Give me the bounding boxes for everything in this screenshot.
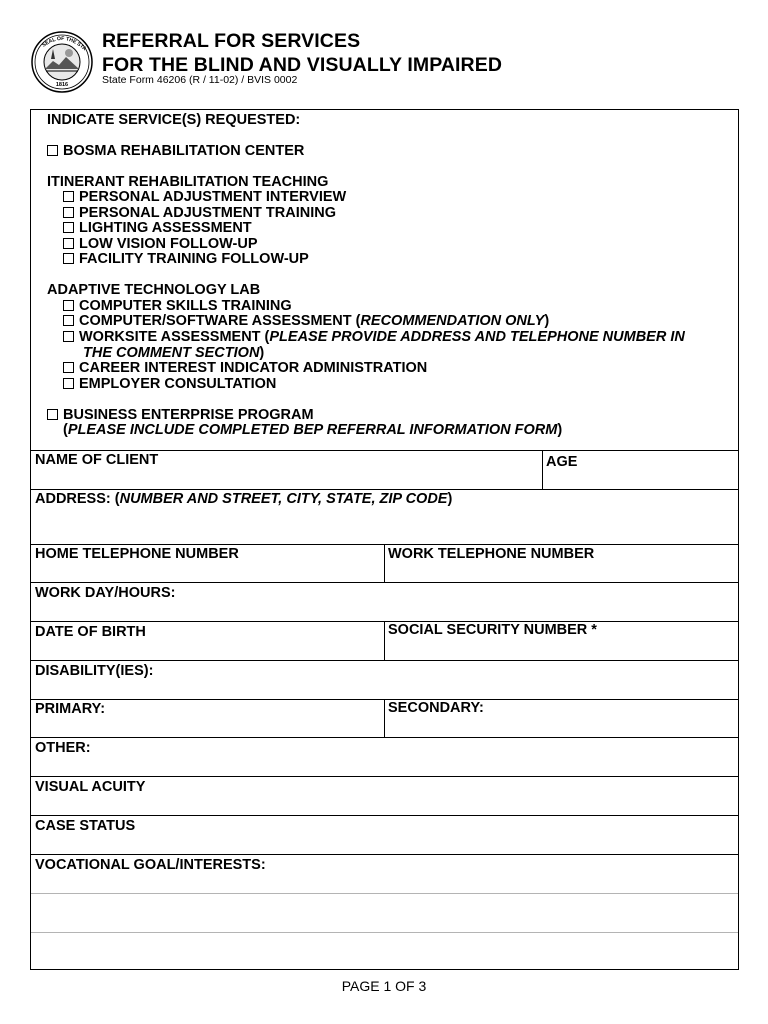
lighting-assessment-option[interactable]	[63, 220, 252, 236]
facility-training-follow-up-option[interactable]	[63, 251, 309, 267]
case-status-field[interactable]: CASE STATUS	[35, 818, 136, 834]
form-number: State Form 46206 (R / 11-02) / BVIS 0002	[102, 74, 298, 86]
title-line-2: FOR THE BLIND AND VISUALLY IMPAIRED	[102, 54, 503, 76]
checkbox[interactable]	[63, 362, 74, 373]
visual-acuity-field[interactable]: VISUAL ACUITY	[35, 779, 146, 795]
option-label: FACILITY TRAINING FOLLOW-UP	[79, 251, 309, 267]
title-line-1: REFERRAL FOR SERVICES	[102, 30, 361, 52]
home-telephone-field[interactable]: HOME TELEPHONE NUMBER	[35, 546, 239, 562]
employer-consultation-option[interactable]	[63, 376, 276, 392]
business-note	[63, 422, 562, 438]
vocational-goal-line-2[interactable]	[31, 894, 738, 931]
work-telephone-field[interactable]: WORK TELEPHONE NUMBER	[388, 546, 595, 562]
option-note: PLEASE PROVIDE ADDRESS AND TELEPHONE NUMBER IN	[269, 329, 685, 345]
checkbox[interactable]	[63, 300, 74, 311]
worksite-assessment-option[interactable]	[63, 329, 685, 345]
checkbox[interactable]	[63, 222, 74, 233]
referral-form	[30, 109, 739, 970]
computer-skills-training-option[interactable]	[63, 298, 292, 314]
option-label: EMPLOYER CONSULTATION	[79, 376, 277, 392]
secondary-disability-field[interactable]: SECONDARY:	[388, 700, 484, 716]
option-close: )	[544, 313, 550, 329]
checkbox[interactable]	[63, 238, 74, 249]
bosma-option[interactable]	[47, 143, 304, 159]
disabilities-field[interactable]: DISABILITY(IES):	[35, 663, 154, 679]
seal-text: SEAL OF THE STA	[41, 35, 87, 52]
personal-adjustment-training-option[interactable]	[63, 205, 336, 221]
note-open: (	[63, 422, 68, 438]
low-vision-follow-up-option[interactable]	[63, 236, 258, 252]
worksite-note-continuation	[83, 345, 264, 361]
option-label: PERSONAL ADJUSTMENT TRAINING	[79, 205, 336, 221]
option-label: COMPUTER/SOFTWARE ASSESSMENT (	[79, 313, 361, 329]
personal-adjustment-interview-option[interactable]	[63, 189, 346, 205]
address-label: ADDRESS: (	[35, 491, 120, 507]
work-day-hours-field[interactable]: WORK DAY/HOURS:	[35, 585, 176, 601]
checkbox[interactable]	[63, 331, 74, 342]
option-note: THE COMMENT SECTION	[83, 345, 260, 361]
address-close: )	[447, 491, 453, 507]
option-label: COMPUTER SKILLS TRAINING	[79, 298, 292, 314]
vocational-goal-field[interactable]: VOCATIONAL GOAL/INTERESTS:	[35, 857, 266, 873]
option-label: CAREER INTEREST INDICATOR ADMINISTRATION	[79, 360, 428, 376]
option-close: )	[259, 345, 265, 361]
address-field[interactable]	[35, 491, 452, 507]
itinerant-heading: ITINERANT REHABILITATION TEACHING	[47, 174, 329, 190]
option-label: WORKSITE ASSESSMENT (	[79, 329, 270, 345]
date-of-birth-field[interactable]: DATE OF BIRTH	[35, 624, 146, 640]
social-security-field[interactable]: SOCIAL SECURITY NUMBER *	[388, 622, 597, 638]
primary-disability-field[interactable]: PRIMARY:	[35, 701, 106, 717]
bosma-checkbox[interactable]	[47, 145, 58, 156]
checkbox[interactable]	[63, 378, 74, 389]
option-label: LOW VISION FOLLOW-UP	[79, 236, 258, 252]
business-enterprise-option[interactable]	[47, 407, 314, 423]
business-checkbox[interactable]	[47, 409, 58, 420]
page-indicator: PAGE 1 OF 3	[341, 978, 427, 994]
address-note: NUMBER AND STREET, CITY, STATE, ZIP CODE	[119, 491, 448, 507]
checkbox[interactable]	[63, 207, 74, 218]
other-disability-field[interactable]: OTHER:	[35, 740, 91, 756]
checkbox[interactable]	[63, 315, 74, 326]
career-interest-option[interactable]	[63, 360, 427, 376]
option-label: LIGHTING ASSESSMENT	[79, 220, 252, 236]
option-note: PLEASE INCLUDE COMPLETED BEP REFERRAL INFORMATION FORM	[67, 422, 558, 438]
name-of-client-field[interactable]: NAME OF CLIENT	[35, 452, 159, 468]
services-section	[31, 110, 738, 451]
bosma-label: BOSMA REHABILITATION CENTER	[63, 143, 305, 159]
state-seal-logo	[31, 31, 93, 93]
seal-year: 1816	[55, 82, 69, 88]
note-close: )	[557, 422, 563, 438]
vocational-goal-line-3[interactable]	[31, 933, 738, 969]
option-note: RECOMMENDATION ONLY	[360, 313, 545, 329]
option-label: BUSINESS ENTERPRISE PROGRAM	[63, 407, 314, 423]
age-field[interactable]: AGE	[546, 454, 578, 470]
checkbox[interactable]	[63, 253, 74, 264]
option-label: PERSONAL ADJUSTMENT INTERVIEW	[79, 189, 347, 205]
software-assessment-option[interactable]	[63, 313, 549, 329]
checkbox[interactable]	[63, 191, 74, 202]
services-heading: INDICATE SERVICE(S) REQUESTED:	[47, 112, 301, 128]
document-title	[102, 29, 502, 77]
adaptive-heading: ADAPTIVE TECHNOLOGY LAB	[47, 282, 261, 298]
